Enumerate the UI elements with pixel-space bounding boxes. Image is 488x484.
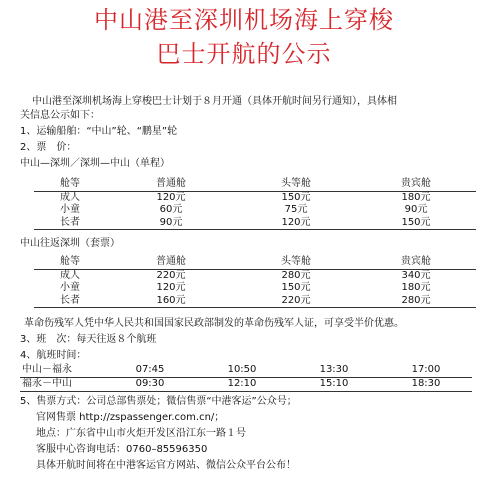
table-cell: 220元 (236, 295, 356, 308)
column-header: 舱等 (34, 256, 106, 269)
address-info: 地点：广东省中山市火炬开发区沿江东一路１号 (36, 428, 246, 439)
single-ticket-heading: 中山—深圳／深圳—中山（单程） (20, 158, 170, 169)
table-row (34, 295, 476, 308)
departure-time: 17:00 (380, 364, 472, 378)
table-cell: 120元 (156, 282, 186, 293)
column-header: 贵宾舱 (356, 256, 476, 269)
column-header: 贵宾舱 (356, 178, 476, 191)
website-info: 官网售票 http://zspassenger.com.cn/； (36, 412, 225, 423)
table-row (34, 269, 476, 282)
route-label: 中山－福永 (20, 364, 104, 378)
column-header: 普通舱 (106, 178, 236, 191)
table-row (20, 378, 472, 392)
departure-time: 13:30 (288, 364, 380, 378)
sales-info: 5、售票方式：公司总部售票处；微信售票“中港客运”公众号； (20, 396, 297, 407)
departure-time: 07:45 (104, 364, 196, 378)
price-heading: 2、票 价： (20, 142, 77, 153)
ship-info: 1、运输船舶：“中山”轮、“鹏星”轮 (20, 126, 178, 137)
table-cell: 60元 (159, 204, 183, 215)
table-cell: 120元 (236, 217, 356, 230)
page-title-line2: 巴士开航的公示 (156, 40, 332, 68)
departure-time: 15:10 (288, 378, 380, 392)
discount-note: 革命伤残军人凭中华人民共和国国家民政部制发的革命伤残军人证，可享受半价优惠。 (24, 318, 404, 329)
table-cell: 340元 (401, 269, 431, 281)
single-fare-table (34, 178, 476, 230)
schedule-heading: 4、航班时间： (20, 350, 87, 361)
table-cell: 150元 (281, 282, 311, 293)
departure-time: 10:50 (196, 364, 288, 378)
table-cell: 220元 (156, 269, 186, 281)
table-row (20, 364, 472, 378)
table-cell: 120元 (156, 191, 186, 203)
table-cell: 长者 (34, 295, 106, 308)
column-header: 头等舱 (236, 256, 356, 269)
table-cell: 小童 (60, 204, 80, 215)
table-row (34, 282, 476, 295)
table-cell: 长者 (34, 217, 106, 230)
return-ticket-heading: 中山往返深圳（套票） (20, 238, 120, 249)
table-cell: 180元 (401, 191, 431, 203)
table-cell: 280元 (281, 269, 311, 281)
route-label: 福永－中山 (20, 378, 104, 392)
table-cell: 150元 (281, 191, 311, 203)
hotline-info: 客服中心咨询电话：0760–85596350 (36, 444, 208, 455)
table-header-row (34, 256, 476, 269)
column-header: 舱等 (34, 178, 106, 191)
page-title-line1: 中山港至深圳机场海上穿梭 (94, 6, 394, 34)
announcement-note: 具体开航时间将在中港客运官方网站、微信公众平台公布！ (36, 460, 296, 471)
departure-time: 09:30 (104, 378, 196, 392)
table-cell: 280元 (356, 295, 476, 308)
table-cell: 成人 (60, 269, 80, 281)
table-cell: 180元 (401, 282, 431, 293)
departure-time: 12:10 (196, 378, 288, 392)
table-cell: 150元 (356, 217, 476, 230)
table-row (34, 217, 476, 230)
column-header: 头等舱 (236, 178, 356, 191)
table-row (34, 191, 476, 204)
column-header: 普通舱 (106, 256, 236, 269)
intro-text-continued: 关信息公示如下： (20, 110, 100, 121)
frequency-info: 3、班 次：每天往返８个航班 (20, 334, 157, 345)
table-header-row (34, 178, 476, 191)
table-cell: 90元 (106, 217, 236, 230)
table-cell: 90元 (404, 204, 428, 215)
table-row (34, 204, 476, 217)
table-cell: 小童 (60, 282, 80, 293)
schedule-table (20, 364, 472, 392)
intro-text: 中山港至深圳机场海上穿梭巴士计划于８月开通（具体开航时间另行通知），具体相 (32, 96, 397, 107)
table-cell: 成人 (60, 191, 80, 203)
return-fare-table (34, 256, 476, 308)
table-cell: 160元 (106, 295, 236, 308)
table-cell: 75元 (284, 204, 308, 215)
departure-time: 18:30 (380, 378, 472, 392)
